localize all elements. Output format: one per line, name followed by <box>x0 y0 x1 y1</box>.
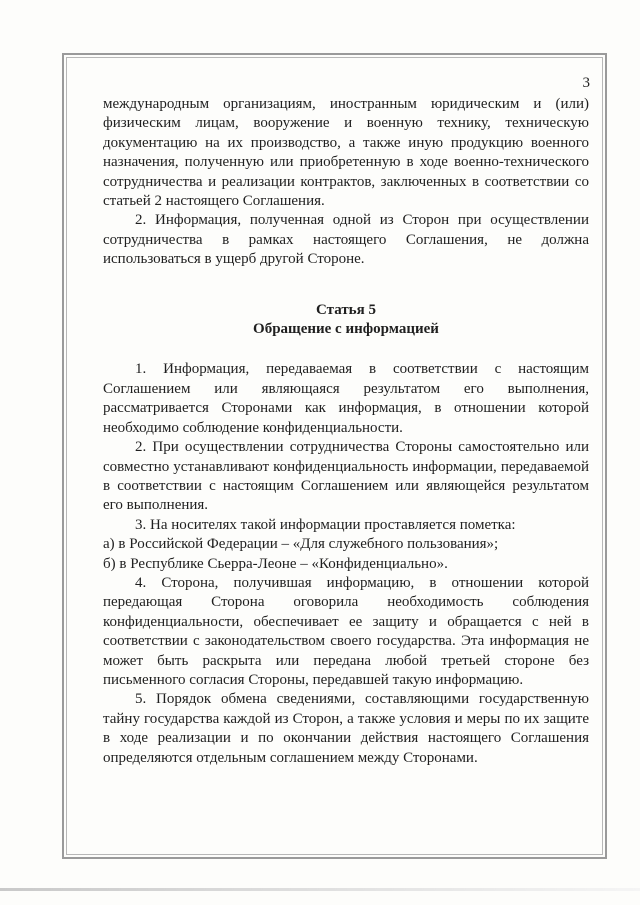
clause-2: 2. При осуществлении сотрудничества Стороны самостоятельно или совместно устанавливают конфиденциальность информации, передаваемой в соответствии с настоящим Соглашением или являющейся результатом его выполнения. <box>103 439 589 514</box>
paragraph-continuation: международным организациям, иностранным юридическим и (или) физическим лицам, вооружение и военную технику, техническую документацию на их производство, а также иную продукцию военного назначения, полученную или приобретенную в ходе военно-технического сотрудничества и реализации контрактов, заключенных в соответствии со статьей 2 настоящего Соглашения. <box>103 96 589 210</box>
clause-4: 4. Сторона, получившая информацию, в отношении которой передающая Сторона оговорила необходимость соблюдения конфиденциальности, обеспечивает ее защиту и обращается с ней в соответствии с законодательством своего государства. Эта информация не может быть раскрыта или передана любой третьей стороне без письменного согласия Стороны, передавшей такую информацию. <box>103 574 589 688</box>
clause-1: 1. Информация, передаваемая в соответствии с настоящим Соглашением или являющаяся результатом его выполнения, рассматривается Сторонами как информация, в отношении которой необходимо соблюдение конфиденциальности. <box>103 361 589 436</box>
clause-3-item-b: б) в Республике Сьерра-Леоне – «Конфиденциально». <box>103 555 448 572</box>
clause-3: 3. На носителях такой информации проставляется пометка: <box>135 516 516 533</box>
article-number: Статья 5 <box>316 301 376 318</box>
document-body <box>103 95 589 768</box>
paragraph-clause-2: 2. Информация, полученная одной из Сторон при осуществлении сотрудничества в рамках настоящего Соглашения, не должна использоваться в ущерб другой Стороне. <box>103 212 589 268</box>
scan-edge-shadow <box>0 888 640 891</box>
page-number: 3 <box>582 75 590 91</box>
article-title: Обращение с информацией <box>253 321 439 338</box>
clause-5: 5. Порядок обмена сведениями, составляющими государственную тайну государства каждой из Сторон, а также условия и меры по их защите в ходе реализации и по окончании действия настоящего Соглашения определяются отдельным соглашением между Сторонами. <box>103 691 589 766</box>
clause-3-item-a: а) в Российской Федерации – «Для служебного пользования»; <box>103 536 499 553</box>
